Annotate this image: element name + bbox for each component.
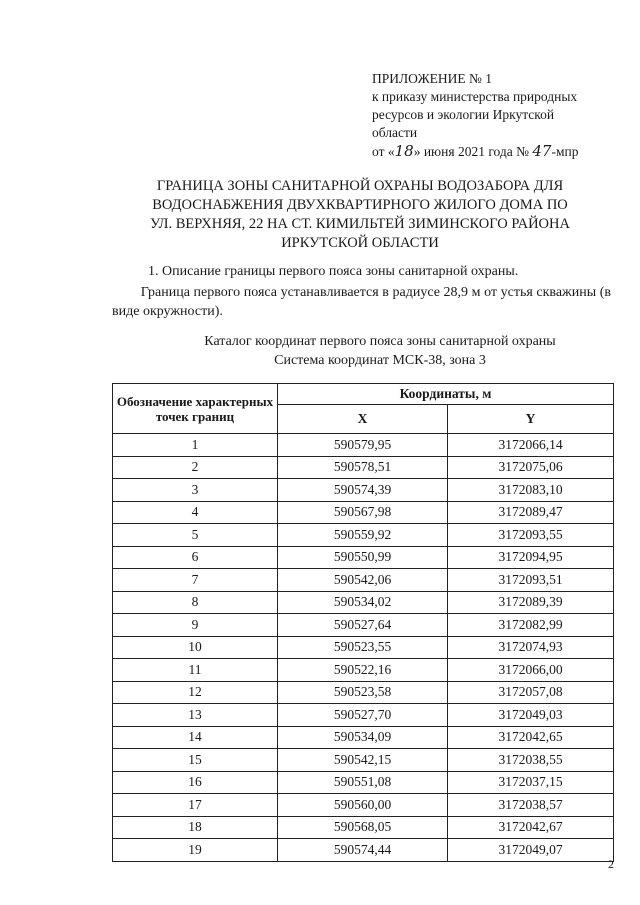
x-coordinate-cell: 590578,51 [278,456,448,479]
y-coordinate-cell: 3172049,03 [448,704,614,727]
point-number-cell: 15 [113,749,278,772]
table-row [113,456,614,479]
x-coordinate-cell: 590523,58 [278,681,448,704]
appendix-date-line [372,142,612,161]
title-line-1: ГРАНИЦА ЗОНЫ САНИТАРНОЙ ОХРАНЫ ВОДОЗАБОРА ДЛЯ [156,178,564,194]
coordinates-table [112,383,614,862]
coordinate-system: Система координат МСК-38, зона 3 [274,353,486,368]
section-text-content: Граница первого пояса устанавливается в радиусе 28,9 м от устья скважины (в виде окружности). [112,285,611,319]
x-coordinate-cell: 590568,05 [278,816,448,839]
appendix-title: ПРИЛОЖЕНИЕ № 1 [372,71,493,86]
x-coordinate-cell: 590567,98 [278,501,448,524]
table-row [113,569,614,592]
document-title [100,177,620,253]
table-row [113,659,614,682]
y-coordinate-cell: 3172038,57 [448,794,614,817]
x-coordinate-cell: 590579,95 [278,434,448,457]
y-coordinate-cell: 3172066,00 [448,659,614,682]
x-coordinate-cell: 590574,44 [278,839,448,862]
point-number-cell: 9 [113,614,278,637]
point-number-cell: 6 [113,546,278,569]
y-coordinate-cell: 3172037,15 [448,771,614,794]
order-suffix: -мпр [551,144,579,159]
point-number-cell: 13 [113,704,278,727]
y-coordinate-cell: 3172075,06 [448,456,614,479]
x-coordinate-cell: 590559,92 [278,524,448,547]
table-row [113,636,614,659]
x-coordinate-cell: 590527,70 [278,704,448,727]
title-line-4: ИРКУТСКОЙ ОБЛАСТИ [281,235,439,251]
table-row [113,591,614,614]
y-coordinate-cell: 3172094,95 [448,546,614,569]
table-row [113,749,614,772]
y-coordinate-cell: 3172049,07 [448,839,614,862]
table-row [113,704,614,727]
table-row [113,614,614,637]
y-coordinate-cell: 3172082,99 [448,614,614,637]
handwritten-order-number: 47 [532,142,552,160]
y-coordinate-cell: 3172093,55 [448,524,614,547]
point-number-cell: 3 [113,479,278,502]
x-coordinate-cell: 590534,09 [278,726,448,749]
date-middle: » июня 2021 года № [413,144,530,159]
table-row [113,726,614,749]
table-row [113,479,614,502]
point-number-cell: 17 [113,794,278,817]
header-y: Y [448,405,614,434]
title-line-3: УЛ. ВЕРХНЯЯ, 22 НА СТ. КИМИЛЬТЕЙ ЗИМИНСКОГО РАЙОНА [150,216,570,232]
table-row [113,794,614,817]
point-number-cell: 4 [113,501,278,524]
point-number-cell: 19 [113,839,278,862]
x-coordinate-cell: 590522,16 [278,659,448,682]
x-coordinate-cell: 590527,64 [278,614,448,637]
point-number-cell: 11 [113,659,278,682]
y-coordinate-cell: 3172074,93 [448,636,614,659]
section-heading: 1. Описание границы первого пояса зоны санитарной охраны. [148,264,519,279]
x-coordinate-cell: 590542,15 [278,749,448,772]
point-number-cell: 14 [113,726,278,749]
table-row [113,816,614,839]
point-number-cell: 18 [113,816,278,839]
point-number-cell: 1 [113,434,278,457]
section-text [112,283,611,321]
point-number-cell: 10 [113,636,278,659]
point-number-cell: 2 [113,456,278,479]
table-row [113,681,614,704]
catalog-caption [130,332,630,370]
table-row [113,501,614,524]
appendix-block [372,70,612,161]
x-coordinate-cell: 590542,06 [278,569,448,592]
y-coordinate-cell: 3172042,67 [448,816,614,839]
header-coordinates: Координаты, м [278,384,614,405]
title-line-2: ВОДОСНАБЖЕНИЯ ДВУХКВАРТИРНОГО ЖИЛОГО ДОМА ПО [152,197,568,213]
table-row [113,434,614,457]
point-number-cell: 16 [113,771,278,794]
x-coordinate-cell: 590534,02 [278,591,448,614]
appendix-line-order: к приказу министерства природных [372,89,578,104]
table-row [113,771,614,794]
header-points: Обозначение характерных точек границ [113,384,278,434]
point-number-cell: 5 [113,524,278,547]
x-coordinate-cell: 590523,55 [278,636,448,659]
x-coordinate-cell: 590574,39 [278,479,448,502]
y-coordinate-cell: 3172089,39 [448,591,614,614]
x-coordinate-cell: 590560,00 [278,794,448,817]
point-number-cell: 8 [113,591,278,614]
table-row [113,524,614,547]
y-coordinate-cell: 3172042,65 [448,726,614,749]
y-coordinate-cell: 3172057,08 [448,681,614,704]
appendix-line-ministry: ресурсов и экологии Иркутской [372,107,555,122]
handwritten-day: 18 [394,142,414,160]
y-coordinate-cell: 3172093,51 [448,569,614,592]
y-coordinate-cell: 3172089,47 [448,501,614,524]
header-x: X [278,405,448,434]
y-coordinate-cell: 3172066,14 [448,434,614,457]
x-coordinate-cell: 590550,99 [278,546,448,569]
table-body [113,434,614,862]
point-number-cell: 7 [113,569,278,592]
date-prefix: от « [372,144,395,159]
table-row [113,546,614,569]
y-coordinate-cell: 3172083,10 [448,479,614,502]
table-row [113,839,614,862]
point-number-cell: 12 [113,681,278,704]
appendix-line-region: области [372,125,418,140]
catalog-title: Каталог координат первого пояса зоны санитарной охраны [204,334,556,349]
page-number: 2 [608,857,614,871]
x-coordinate-cell: 590551,08 [278,771,448,794]
y-coordinate-cell: 3172038,55 [448,749,614,772]
